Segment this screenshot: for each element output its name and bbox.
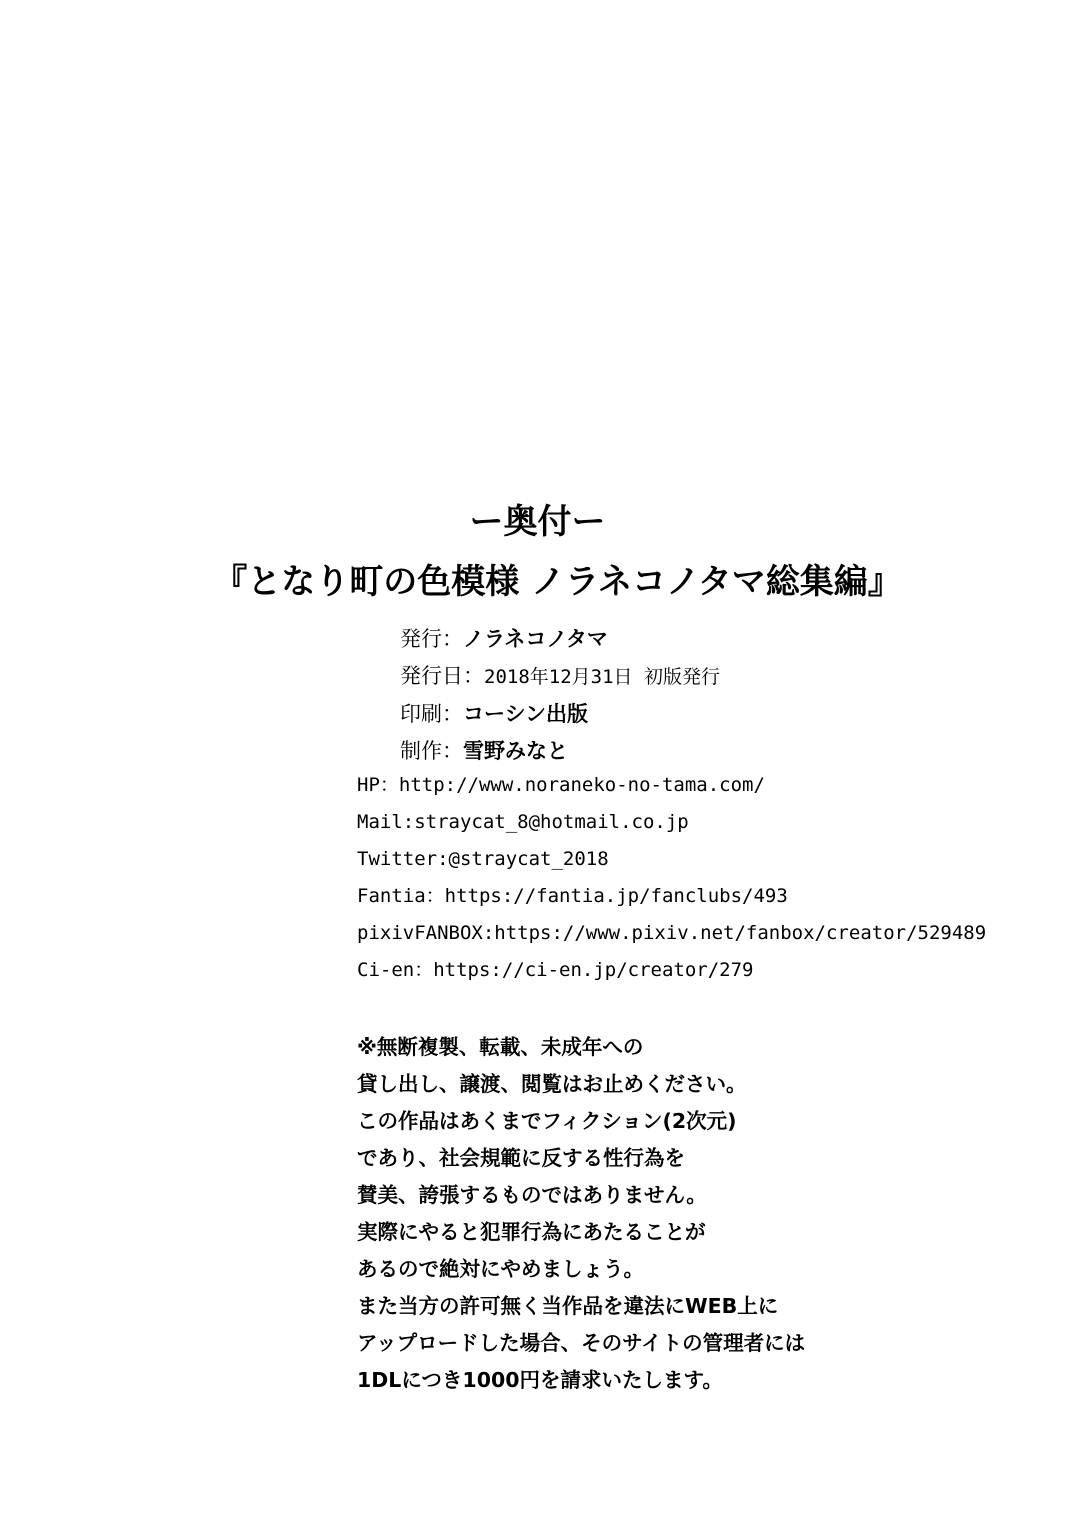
info-separator: ： xyxy=(463,664,484,688)
notice-line: この作品はあくまでフィクション(2次元) xyxy=(357,1109,737,1133)
homepage-link: HP：http://www.noraneko-no-tama.com/ xyxy=(357,774,765,796)
notice-line: あるので絶対にやめましょう。 xyxy=(357,1257,644,1281)
legal-notice xyxy=(357,1029,805,1399)
colophon-heading: ー奥付ー xyxy=(469,502,606,542)
notice-line: であり、社会規範に反する性行為を xyxy=(357,1146,685,1170)
notice-line: また当方の許可無く当作品を違法にWEB上に xyxy=(357,1294,779,1318)
info-separator: ： xyxy=(442,702,463,726)
author-value: 雪野みなと xyxy=(463,739,568,763)
publisher-value: ノラネコノタマ xyxy=(463,627,608,651)
info-label: 印刷 xyxy=(400,702,442,726)
twitter-handle: Twitter:@straycat_2018 xyxy=(357,848,609,870)
info-row-date xyxy=(400,658,720,696)
notice-line: 1DLにつき1000円を請求いたします。 xyxy=(357,1368,723,1392)
publication-info xyxy=(400,621,720,770)
notice-line: 貸し出し、譲渡、閲覧はお止めください。 xyxy=(357,1072,747,1096)
info-label: 発行日 xyxy=(400,664,463,688)
book-title: 『となり町の色模様 ノラネコノタマ総集編』 xyxy=(213,562,902,602)
notice-line: 賛美、誇張するものではありません。 xyxy=(357,1183,707,1207)
printer-value: コーシン出版 xyxy=(463,702,589,726)
notice-line: ※無断複製、転載、未成年への xyxy=(357,1035,644,1059)
cien-link: Ci-en：https://ci-en.jp/creator/279 xyxy=(357,959,754,981)
mail-address: Mail:straycat_8@hotmail.co.jp xyxy=(357,811,689,833)
info-separator: ： xyxy=(442,627,463,651)
fanbox-link: pixivFANBOX:https://www.pixiv.net/fanbox/creator/529489 xyxy=(357,922,987,944)
info-row-printer xyxy=(400,696,720,733)
info-row-publisher xyxy=(400,621,720,658)
info-separator: ： xyxy=(442,739,463,763)
contact-links xyxy=(357,767,986,989)
info-label: 制作 xyxy=(400,739,442,763)
info-label: 発行 xyxy=(400,627,442,651)
notice-line: アップロードした場合、そのサイトの管理者には xyxy=(357,1331,806,1355)
date-value: 2018年12月31日 初版発行 xyxy=(484,666,720,688)
notice-line: 実際にやると犯罪行為にあたることが xyxy=(357,1220,706,1244)
info-row-author xyxy=(400,733,720,770)
fantia-link: Fantia：https://fantia.jp/fanclubs/493 xyxy=(357,885,788,907)
